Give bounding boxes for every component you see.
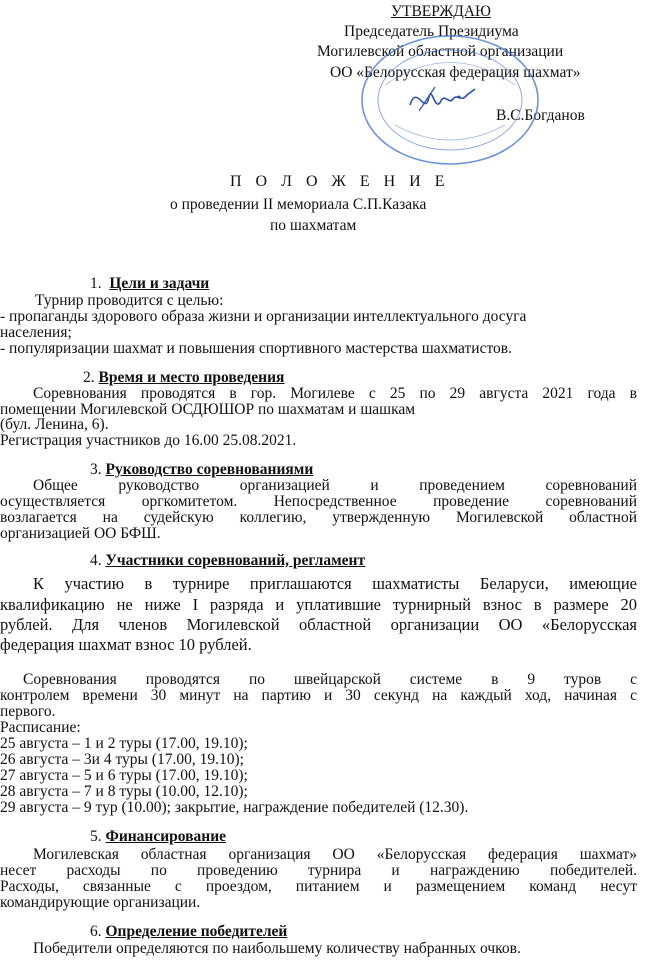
- document-title: П О Л О Ж Е Н И Е: [230, 173, 450, 190]
- paragraph-line: квалификацию не ниже I разряда и уплатившие турнирный взнос в размере 20: [0, 595, 637, 614]
- paragraph-line: Победители определяются по наибольшему количеству набранных очков.: [33, 940, 521, 957]
- paragraph-line: Соревнования проводятся по швейцарской системе в 9 туров с: [23, 671, 637, 688]
- paragraph-line: организацией ОО БФШ.: [0, 525, 161, 542]
- section-winners-heading: [90, 924, 287, 940]
- document-subtitle-1: о проведении II мемориала С.П.Казака: [170, 196, 427, 213]
- schedule-label: Расписание:: [0, 719, 81, 736]
- section-management-heading: [90, 462, 313, 478]
- paragraph-line: командирующие организации.: [0, 894, 201, 911]
- schedule-item: 29 августа – 9 тур (10.00); закрытие, награждение победителей (12.30).: [0, 799, 469, 816]
- schedule-item: 28 августа – 7 и 8 туры (10.00, 12.10);: [0, 783, 248, 800]
- approval-org-line2: ОО «Белорусская федерация шахмат»: [330, 64, 581, 81]
- section-number: 5.: [90, 828, 102, 845]
- paragraph-line: Общее руководство организацией и проведением соревнований: [33, 477, 637, 494]
- approval-block: [0, 0, 650, 160]
- section-title: Финансирование: [105, 828, 227, 845]
- section-number: 6.: [90, 923, 102, 940]
- section-number: 3.: [90, 461, 102, 478]
- paragraph-line: Соревнования проводятся в гор. Могилеве с 25 по 29 августа 2021 года в: [33, 385, 637, 402]
- section-number: 4.: [90, 552, 102, 569]
- section-title: Время и место проведения: [98, 369, 285, 386]
- section-title: Определение победителей: [105, 923, 288, 940]
- section-title: Руководство соревнованиями: [105, 461, 314, 478]
- approval-org-line1: Могилевской областной организации: [317, 43, 564, 60]
- paragraph-line: Расходы, связанные с проездом, питанием и размещением команд несут: [0, 878, 637, 895]
- paragraph-line: несет расходы по проведению турнира и награждению победителей.: [0, 862, 637, 879]
- approval-position: Председатель Президиума: [344, 23, 519, 40]
- paragraph-line: возлагается на судейскую коллегию, утвержденную Могилевской областной: [0, 509, 637, 526]
- approval-signatory: В.С.Богданов: [496, 107, 585, 124]
- paragraph-line: Турнир проводится с целью:: [35, 292, 224, 309]
- paragraph-line: Могилевская областная организация ОО «Белорусская федерация шахмат»: [33, 846, 637, 863]
- paragraph-line: контролем времени 30 минут на партию и 30 секунд на каждый ход, начиная с: [0, 687, 637, 704]
- section-goals-heading: [90, 276, 209, 292]
- document-subtitle-2: по шахматам: [270, 217, 357, 234]
- paragraph-line: - пропаганды здорового образа жизни и организации интеллектуального досуга: [0, 308, 527, 325]
- section-number: 2.: [83, 369, 95, 386]
- paragraph-line: первого.: [0, 703, 56, 720]
- paragraph-line: рублей. Для членов Могилевской областной организации ОО «Белорусская: [0, 615, 637, 634]
- section-title: Участники соревнований, регламент: [105, 552, 366, 569]
- paragraph-line: населения;: [0, 324, 72, 341]
- paragraph-line: осуществляется оргкомитетом. Непосредственное проведение соревнований: [0, 493, 637, 510]
- paragraph-line: помещении Могилевской ОСДЮШОР по шахматам и шашкам: [0, 401, 416, 418]
- section-financing-heading: [90, 829, 226, 845]
- schedule-item: 26 августа – 3и 4 туры (17.00, 19.10);: [0, 751, 244, 768]
- section-title: Цели и задачи: [109, 275, 210, 292]
- paragraph-line: К участию в турнире приглашаются шахматисты Беларуси, имеющие: [33, 574, 637, 593]
- paragraph-line: (бул. Ленина, 6).: [0, 416, 109, 433]
- paragraph-line: - популяризации шахмат и повышения спортивного мастерства шахматистов.: [0, 340, 512, 357]
- approval-heading: УТВЕРЖДАЮ: [391, 3, 491, 20]
- schedule-item: 25 августа – 1 и 2 туры (17.00, 19.10);: [0, 735, 248, 752]
- signature-icon: [405, 75, 485, 125]
- section-time-place-heading: [83, 370, 284, 386]
- section-participants-heading: [90, 553, 365, 569]
- section-number: 1.: [90, 275, 102, 292]
- paragraph-line: Регистрация участников до 16.00 25.08.2021.: [0, 432, 297, 449]
- schedule-item: 27 августа – 5 и 6 туры (17.00, 19.10);: [0, 767, 248, 784]
- paragraph-line: федерация шахмат взнос 10 рублей.: [0, 635, 252, 654]
